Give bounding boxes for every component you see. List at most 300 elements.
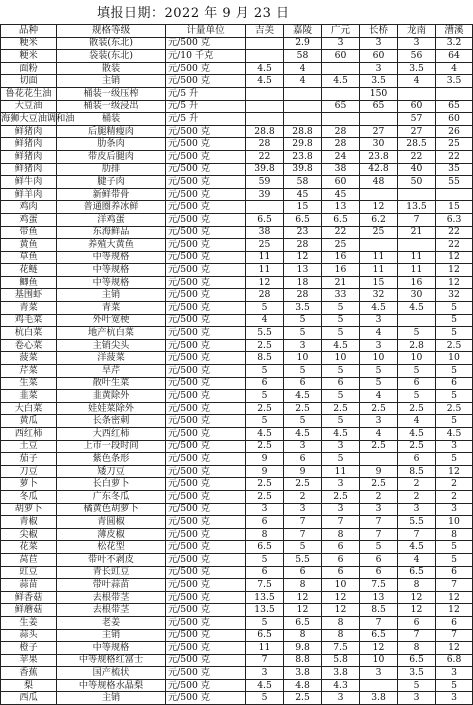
cell-grade: 旱芹 [57, 365, 166, 378]
cell-changqiao: 27 [360, 125, 398, 138]
cell-caoxi [436, 87, 473, 100]
cell-jimei: 5 [246, 553, 284, 566]
cell-jimei: 59 [246, 176, 284, 189]
cell-guangyuan: 65 [322, 100, 360, 113]
cell-guangyuan: 6 [322, 553, 360, 566]
cell-changqiao: 3 [360, 62, 398, 75]
cell-caoxi: 65 [436, 100, 473, 113]
table-row [1, 352, 473, 365]
cell-jimei: 8 [246, 528, 284, 541]
cell-variety: 鲜猪肉 [1, 163, 57, 176]
table-row [1, 314, 473, 327]
cell-variety: 苹果 [1, 654, 57, 667]
cell-guangyuan: 8 [322, 616, 360, 629]
cell-caoxi: 3 [436, 667, 473, 680]
cell-variety: 青椒 [1, 516, 57, 529]
cell-caoxi: 5 [436, 453, 473, 466]
cell-jimei [246, 113, 284, 126]
cell-jialing [284, 113, 322, 126]
table-row [1, 276, 473, 289]
table-row [1, 440, 473, 453]
cell-caoxi: 5 [436, 327, 473, 340]
table-row [1, 390, 473, 403]
table-row [1, 150, 473, 163]
cell-jialing: 12 [284, 591, 322, 604]
cell-longnan: 5 [398, 390, 436, 403]
cell-jimei: 5 [246, 365, 284, 378]
table-row [1, 516, 473, 529]
cell-variety: 带鱼 [1, 226, 57, 239]
cell-grade: 青菜 [57, 302, 166, 315]
header-unit: 计量单位 [166, 25, 246, 38]
cell-guangyuan: 5 [322, 314, 360, 327]
cell-guangyuan: 5 [322, 365, 360, 378]
cell-unit: 元/500 克 [166, 591, 246, 604]
cell-longnan: 8 [398, 642, 436, 655]
cell-changqiao: 3.5 [360, 75, 398, 88]
cell-jialing: 4.8 [284, 679, 322, 692]
cell-changqiao: 3 [360, 667, 398, 680]
cell-longnan: 4.5 [398, 302, 436, 315]
cell-caoxi: 12 [436, 465, 473, 478]
cell-changqiao [360, 113, 398, 126]
header-variety: 品种 [1, 25, 57, 38]
cell-jialing: 4.5 [284, 428, 322, 441]
cell-jialing: 28 [284, 289, 322, 302]
table-row [1, 428, 473, 441]
cell-caoxi: 3 [436, 503, 473, 516]
cell-unit: 元/500 克 [166, 75, 246, 88]
cell-guangyuan: 6 [322, 566, 360, 579]
cell-variety: 蒜头 [1, 629, 57, 642]
cell-jimei: 9 [246, 465, 284, 478]
cell-guangyuan: 10 [322, 579, 360, 592]
cell-variety: 生姜 [1, 616, 57, 629]
cell-unit: 元/5 升 [166, 87, 246, 100]
cell-jialing: 28 [284, 239, 322, 252]
cell-unit: 元/500 克 [166, 478, 246, 491]
cell-variety: 鲜猪肉 [1, 125, 57, 138]
cell-jimei: 13.5 [246, 591, 284, 604]
cell-unit: 元/500 克 [166, 692, 246, 705]
cell-variety: 生菜 [1, 377, 57, 390]
cell-guangyuan: 4.5 [322, 428, 360, 441]
table-row [1, 553, 473, 566]
cell-grade: 带皮后腿肉 [57, 150, 166, 163]
cell-guangyuan: 4.5 [322, 75, 360, 88]
cell-unit: 元/500 克 [166, 541, 246, 554]
cell-caoxi: 6 [436, 566, 473, 579]
cell-caoxi [436, 188, 473, 201]
cell-jimei: 6.5 [246, 541, 284, 554]
cell-changqiao: 13 [360, 591, 398, 604]
cell-longnan: 7 [398, 213, 436, 226]
cell-changqiao: 2 [360, 490, 398, 503]
cell-caoxi: 6.3 [436, 213, 473, 226]
cell-changqiao: 10 [360, 654, 398, 667]
cell-jimei: 2.5 [246, 490, 284, 503]
cell-unit: 元/500 克 [166, 264, 246, 277]
cell-changqiao: 3.8 [360, 692, 398, 705]
cell-guangyuan: 3.8 [322, 667, 360, 680]
cell-longnan: 12 [398, 604, 436, 617]
cell-unit: 元/500 克 [166, 465, 246, 478]
cell-longnan: 6 [398, 616, 436, 629]
cell-variety: 冬瓜 [1, 490, 57, 503]
cell-changqiao: 2.5 [360, 440, 398, 453]
cell-grade: 桶装一级压榨 [57, 87, 166, 100]
cell-guangyuan: 5 [322, 390, 360, 403]
cell-jimei: 3 [246, 667, 284, 680]
cell-jialing: 5.5 [284, 553, 322, 566]
cell-jimei: 7.5 [246, 579, 284, 592]
cell-jialing: 3 [284, 440, 322, 453]
cell-changqiao: 3 [360, 503, 398, 516]
cell-grade: 桶装 [57, 113, 166, 126]
cell-longnan: 12 [398, 591, 436, 604]
header-jialing: 嘉陵 [284, 25, 322, 38]
cell-grade: 国产梳状 [57, 667, 166, 680]
cell-grade: 后腿精瘦肉 [57, 125, 166, 138]
cell-variety: 花鲢 [1, 264, 57, 277]
cell-changqiao: 5 [360, 541, 398, 554]
table-row [1, 138, 473, 151]
cell-longnan: 60 [398, 100, 436, 113]
cell-longnan: 57 [398, 113, 436, 126]
cell-longnan: 4.5 [398, 541, 436, 554]
cell-grade: 中等规格红富士 [57, 654, 166, 667]
cell-variety: 西红柿 [1, 428, 57, 441]
report-header [0, 0, 472, 22]
cell-jialing: 8 [284, 579, 322, 592]
cell-caoxi: 12 [436, 251, 473, 264]
table-row [1, 100, 473, 113]
cell-variety: 芹菜 [1, 365, 57, 378]
cell-grade: 养殖大黄鱼 [57, 239, 166, 252]
cell-jialing: 6.5 [284, 213, 322, 226]
cell-jialing: 12 [284, 604, 322, 617]
cell-variety: 菠菜 [1, 352, 57, 365]
cell-changqiao: 2.5 [360, 402, 398, 415]
cell-changqiao: 12 [360, 642, 398, 655]
cell-jimei [246, 37, 284, 50]
cell-unit: 元/500 克 [166, 579, 246, 592]
cell-guangyuan: 8 [322, 528, 360, 541]
cell-caoxi: 4.5 [436, 428, 473, 441]
cell-longnan: 50 [398, 176, 436, 189]
cell-guangyuan: 3 [322, 440, 360, 453]
cell-variety: 卷心菜 [1, 339, 57, 352]
cell-variety: 大豆油 [1, 100, 57, 113]
cell-variety: 鲫鱼 [1, 276, 57, 289]
cell-jimei: 6 [246, 566, 284, 579]
cell-longnan: 3 [398, 692, 436, 705]
cell-jimei: 12 [246, 276, 284, 289]
price-table-container [0, 24, 472, 704]
cell-jimei: 39 [246, 188, 284, 201]
cell-variety: 青菜 [1, 302, 57, 315]
cell-changqiao: 4 [360, 428, 398, 441]
cell-unit: 元/500 克 [166, 62, 246, 75]
cell-longnan: 40 [398, 163, 436, 176]
cell-longnan: 4 [398, 553, 436, 566]
table-row [1, 453, 473, 466]
cell-variety: 鲜牛肉 [1, 176, 57, 189]
cell-changqiao: 5 [360, 377, 398, 390]
cell-changqiao: 6 [360, 553, 398, 566]
cell-unit: 元/500 克 [166, 201, 246, 214]
cell-changqiao: 11 [360, 251, 398, 264]
cell-unit: 元/500 克 [166, 365, 246, 378]
cell-grade: 桶装一级浸出 [57, 100, 166, 113]
table-row [1, 226, 473, 239]
cell-jialing: 5 [284, 541, 322, 554]
cell-guangyuan: 3 [322, 37, 360, 50]
cell-jialing: 23.8 [284, 150, 322, 163]
cell-grade: 松花型 [57, 541, 166, 554]
cell-changqiao: 2.5 [360, 478, 398, 491]
table-row [1, 37, 473, 50]
cell-changqiao: 3 [360, 314, 398, 327]
cell-jialing: 45 [284, 188, 322, 201]
cell-guangyuan: 25 [322, 239, 360, 252]
cell-longnan: 28.5 [398, 138, 436, 151]
cell-changqiao: 3 [360, 415, 398, 428]
cell-unit: 元/500 克 [166, 352, 246, 365]
cell-changqiao: 25 [360, 226, 398, 239]
cell-jialing: 9.8 [284, 642, 322, 655]
cell-jimei: 28.8 [246, 125, 284, 138]
table-row [1, 213, 473, 226]
cell-grade: 普通圈养冰鲜 [57, 201, 166, 214]
cell-caoxi: 22 [436, 150, 473, 163]
cell-changqiao [360, 188, 398, 201]
cell-guangyuan: 38 [322, 163, 360, 176]
cell-caoxi: 2 [436, 490, 473, 503]
table-row [1, 339, 473, 352]
cell-grade: 娃娃菜除外 [57, 402, 166, 415]
cell-unit: 元/500 克 [166, 138, 246, 151]
cell-longnan: 13.5 [398, 201, 436, 214]
cell-grade: 洋鸡蛋 [57, 213, 166, 226]
cell-grade: 中等规格水晶梨 [57, 679, 166, 692]
cell-guangyuan: 60 [322, 50, 360, 63]
cell-changqiao: 10 [360, 352, 398, 365]
cell-variety: 鲜羊肉 [1, 188, 57, 201]
table-row [1, 201, 473, 214]
table-row [1, 478, 473, 491]
cell-variety: 梨 [1, 679, 57, 692]
cell-jialing: 6 [284, 453, 322, 466]
cell-guangyuan: 21 [322, 276, 360, 289]
cell-unit: 元/5 升 [166, 100, 246, 113]
cell-variety: 鲜猪肉 [1, 138, 57, 151]
cell-caoxi: 60 [436, 113, 473, 126]
cell-guangyuan: 3 [322, 478, 360, 491]
cell-changqiao: 42.8 [360, 163, 398, 176]
cell-variety: 鸡肉 [1, 201, 57, 214]
table-row [1, 490, 473, 503]
cell-caoxi: 6 [436, 616, 473, 629]
cell-grade: 上市一段时间 [57, 440, 166, 453]
cell-caoxi: 5 [436, 302, 473, 315]
cell-grade: 韭黄除外 [57, 390, 166, 403]
cell-variety: 草鱼 [1, 251, 57, 264]
cell-grade: 散装(东北) [57, 37, 166, 50]
cell-grade: 主销 [57, 692, 166, 705]
cell-caoxi: 5 [436, 390, 473, 403]
table-row [1, 616, 473, 629]
cell-caoxi: 5 [436, 415, 473, 428]
cell-longnan: 3.5 [398, 62, 436, 75]
cell-grade: 长条密刺 [57, 415, 166, 428]
cell-longnan: 5 [398, 365, 436, 378]
cell-guangyuan: 60 [322, 176, 360, 189]
cell-changqiao: 7 [360, 528, 398, 541]
table-row [1, 163, 473, 176]
cell-grade: 矮刀豆 [57, 465, 166, 478]
cell-jialing: 8.8 [284, 654, 322, 667]
cell-variety: 海狮大豆油调和油 [1, 112, 75, 124]
cell-longnan: 11 [398, 251, 436, 264]
table-row [1, 302, 473, 315]
cell-jialing: 2.5 [284, 402, 322, 415]
cell-changqiao: 7 [360, 616, 398, 629]
cell-caoxi: 6.8 [436, 654, 473, 667]
cell-jialing: 23 [284, 226, 322, 239]
table-row [1, 465, 473, 478]
cell-caoxi: 4 [436, 62, 473, 75]
cell-jimei: 11 [246, 251, 284, 264]
cell-longnan: 8 [398, 579, 436, 592]
cell-caoxi: 26 [436, 125, 473, 138]
cell-guangyuan: 7 [322, 516, 360, 529]
header-caoxi: 漕溪 [436, 25, 473, 38]
cell-caoxi: 22 [436, 239, 473, 252]
cell-jialing: 29.8 [284, 138, 322, 151]
cell-changqiao: 3 [360, 37, 398, 50]
cell-variety: 黄瓜 [1, 415, 57, 428]
cell-guangyuan: 4.3 [322, 679, 360, 692]
cell-variety: 粳米 [1, 50, 57, 63]
cell-variety: 杭白菜 [1, 327, 57, 340]
cell-grade: 袋装(东北) [57, 50, 166, 63]
cell-longnan: 4.5 [398, 428, 436, 441]
cell-changqiao: 5 [360, 365, 398, 378]
cell-jimei: 6 [246, 516, 284, 529]
cell-guangyuan: 6 [322, 377, 360, 390]
cell-guangyuan: 5 [322, 415, 360, 428]
cell-unit: 元/500 克 [166, 188, 246, 201]
cell-guangyuan: 24 [322, 150, 360, 163]
cell-variety: 鸡蛋 [1, 213, 57, 226]
cell-changqiao: 60 [360, 50, 398, 63]
cell-grade: 主销 [57, 289, 166, 302]
cell-grade: 肋排 [57, 163, 166, 176]
cell-jimei: 2.5 [246, 478, 284, 491]
cell-variety: 蒜苗 [1, 579, 57, 592]
cell-jimei: 28 [246, 138, 284, 151]
cell-jimei: 7 [246, 654, 284, 667]
cell-jimei: 4.5 [246, 62, 284, 75]
cell-variety: 韭菜 [1, 390, 57, 403]
cell-jimei: 39.8 [246, 163, 284, 176]
cell-grade: 中等规格 [57, 264, 166, 277]
cell-changqiao: 65 [360, 100, 398, 113]
cell-guangyuan: 33 [322, 289, 360, 302]
cell-grade: 东海鲜品 [57, 226, 166, 239]
cell-jialing: 13 [284, 264, 322, 277]
cell-changqiao [360, 679, 398, 692]
cell-jialing: 2.5 [284, 478, 322, 491]
table-row [1, 692, 473, 705]
cell-caoxi: 12 [436, 276, 473, 289]
cell-grade: 中等规格 [57, 251, 166, 264]
cell-jimei: 5.5 [246, 327, 284, 340]
cell-variety: 面粉 [1, 62, 57, 75]
cell-variety: 尖椒 [1, 528, 57, 541]
table-row [1, 125, 473, 138]
cell-variety: 花菜 [1, 541, 57, 554]
cell-jialing: 12 [284, 251, 322, 264]
cell-unit: 元/500 克 [166, 302, 246, 315]
cell-unit: 元/500 克 [166, 553, 246, 566]
cell-grade: 腱子肉 [57, 176, 166, 189]
cell-caoxi: 12 [436, 591, 473, 604]
cell-caoxi: 12 [436, 642, 473, 655]
cell-changqiao: 23.8 [360, 150, 398, 163]
cell-guangyuan: 3 [322, 692, 360, 705]
cell-caoxi: 25 [436, 138, 473, 151]
cell-jialing: 7 [284, 528, 322, 541]
cell-longnan: 3.5 [398, 667, 436, 680]
cell-unit: 元/500 克 [166, 453, 246, 466]
cell-caoxi: 15 [436, 201, 473, 214]
cell-jialing: 5 [284, 314, 322, 327]
cell-variety: 莴苣 [1, 553, 57, 566]
cell-variety: 刀豆 [1, 465, 57, 478]
cell-unit: 元/500 克 [166, 428, 246, 441]
cell-caoxi: 3 [436, 692, 473, 705]
cell-unit: 元/10 千克 [166, 50, 246, 63]
cell-guangyuan: 28 [322, 138, 360, 151]
cell-grade: 去根带茎 [57, 604, 166, 617]
cell-longnan: 27 [398, 125, 436, 138]
table-row [1, 591, 473, 604]
cell-caoxi: 6 [436, 377, 473, 390]
cell-jialing: 6.5 [284, 616, 322, 629]
cell-caoxi: 3 [436, 440, 473, 453]
cell-longnan: 3 [398, 37, 436, 50]
cell-jialing: 58 [284, 50, 322, 63]
cell-guangyuan: 4.5 [322, 339, 360, 352]
cell-unit: 元/500 克 [166, 528, 246, 541]
cell-guangyuan [322, 113, 360, 126]
cell-jimei: 8.5 [246, 352, 284, 365]
cell-jimei: 25 [246, 239, 284, 252]
cell-jialing: 2 [284, 490, 322, 503]
cell-guangyuan: 11 [322, 465, 360, 478]
cell-jimei: 4.5 [246, 679, 284, 692]
cell-changqiao [360, 453, 398, 466]
cell-changqiao: 15 [360, 276, 398, 289]
cell-jialing: 6 [284, 377, 322, 390]
cell-caoxi: 12 [436, 264, 473, 277]
cell-unit: 元/500 克 [166, 327, 246, 340]
cell-variety: 黄鱼 [1, 239, 57, 252]
cell-unit: 元/500 克 [166, 377, 246, 390]
cell-jimei: 22 [246, 150, 284, 163]
